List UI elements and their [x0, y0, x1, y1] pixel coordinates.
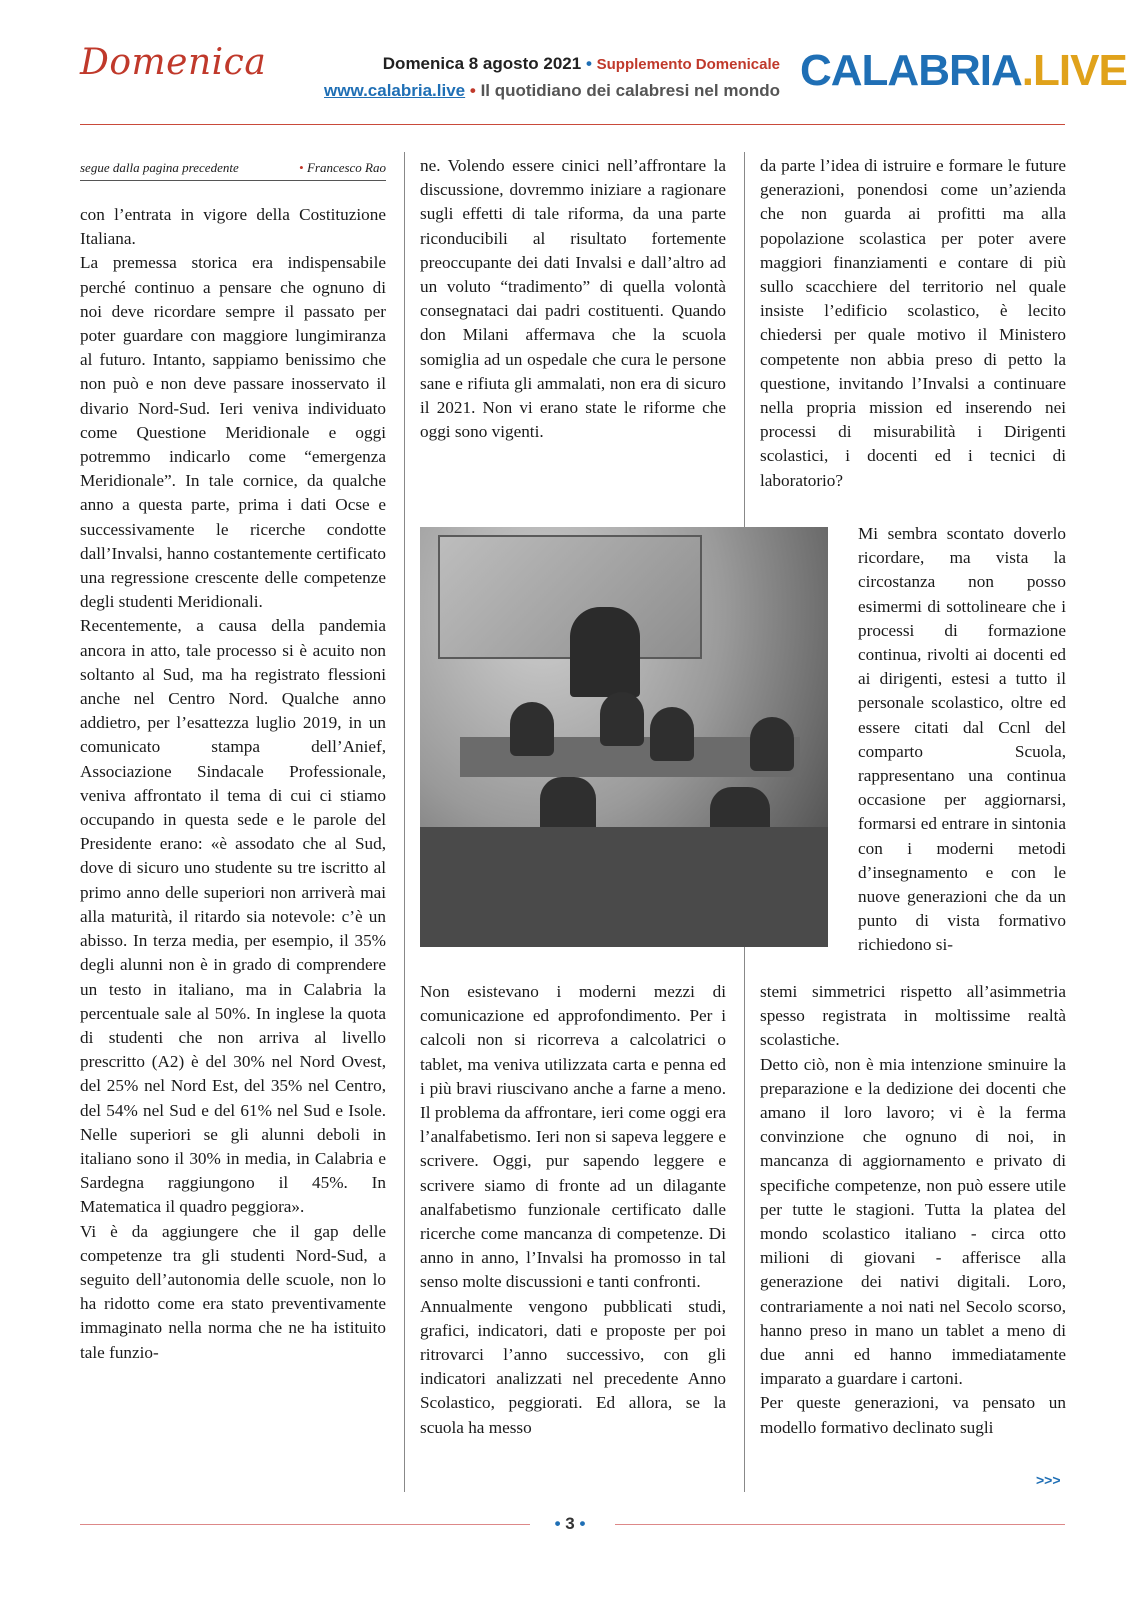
separator-dot: •: [585, 54, 597, 73]
continue-marker[interactable]: >>>: [1036, 1472, 1061, 1488]
paragraph: Detto ciò, non è mia intenzione sminuire la preparazione e la dedizione dei docenti che amano il loro lavoro; vi è la ferma convinzione che ognuno di noi, in mancanza di aggiornamento e privato di specifiche competenze, non può essere utile per tutte le stagioni. Tutta la platea del mondo scolastico italiano - circa otto milioni di giovani - afferisce alla generazione dei nativi digitali. Loro, contrariamente a noi nati nel Secolo scorso, hanno preso in mano un tablet a meno di due anni ed hanno immediatamente imparato a guardare i cartoni.: [760, 1054, 1066, 1389]
desk-row: [420, 827, 828, 947]
article-column-3-top: [760, 154, 1066, 493]
paragraph: Vi è da aggiungere che il gap delle competenze tra gli studenti Nord-Sud, a seguito dell’autonomia delle scuole, non lo ha ridotto come era stato preventivamente immaginato nella norma che ne ha istituito tale funzio-: [80, 1221, 386, 1362]
classroom-photo: [420, 527, 828, 947]
footer-rule: [80, 1524, 530, 1525]
paragraph: Recentemente, a causa della pandemia ancora in atto, tale processo si è acuito non soltanto al Sud, ma ha registrato flessioni anche nel Centro Nord. Qualche anno addietro, per l’esattezza luglio 2019, in un comunicato stampa dell’Anief, Associazione Sindacale Professionale, veniva affrontato il tema di cui ci stiamo occupando in questa sede e le parole del Presidente erano: «è assodato che al Sud, dove di sicuro uno studente su tre iscritto al primo anno delle superiori non arriverà mai alla maturità, il ritardo sia notevole: c’è un abisso. In terza media, per esempio, il 35% degli alunni non è in grado di comprendere un testo in italiano, ma in Calabria la percentuale sale al 50%. In inglese la quota di studenti che non arriva al livello prescritto (A2) è del 30% nel Nord Ovest, del 25% nel Nord Est, del 35% nel Centro, del 54% nel Sud e del 61% nel Sud e Isole. Nelle superiori se gli alunni deboli in italiano sono il 30% in media, in Calabria e Sardegna raggiungono il 45%. In Matematica il quadro peggiora».: [80, 616, 386, 1217]
article-column-1: [80, 203, 386, 1365]
article-column-3-bottom: [760, 980, 1066, 1440]
section-title: Domenica: [80, 42, 267, 83]
header-rule: [80, 124, 1065, 125]
paragraph: Annualmente vengono pubblicati studi, grafici, indicatori, dati e proposte per poi ritrovarci l’anno successivo, con gli indicatori analizzati nel precedente Anno Scolastico, peggiorati. Ed allora, se la scuola ha messo: [420, 1296, 726, 1437]
separator-dot: •: [469, 81, 481, 100]
column-divider: [404, 152, 405, 1492]
paragraph: con l’entrata in vigore della Costituzione Italiana.: [80, 205, 386, 249]
paragraph: da parte l’idea di istruire e formare le future generazioni, ponendosi come un’azienda che non guarda ai profitti ma alla popolazione scolastica per poter avere maggiori finanziamenti e contare di più sullo scacchiere del territorio nel quale insiste l’edificio scolastico, è lecito chiedersi per quale motivo il Ministero competente non abbia preso di petto la questione, invitando l’Invalsi a continuare nella propria mission ed inserendo nei processi di misurabilità i Dirigenti scolastici, i docenti ed i tecnici di laboratorio?: [760, 156, 1066, 490]
student-figure: [750, 717, 794, 771]
article-column-2-top: [420, 154, 726, 444]
paragraph: Mi sembra scontato doverlo ricordare, ma vista la circostanza non posso esimermi di sottolineare che i processi di formazione continua, rivolti ai docenti ed ai dirigenti, estesi a tutto il personale scolastico, oltre ed essere citati dal Ccnl del comparto Scuola, rappresentano una continua occasione per aggiornarsi, formarsi ed entrare in sintonia con i moderni metodi d’insegnamento e con le nuove generazioni che da un punto di vista formativo richiedono si-: [858, 524, 1066, 955]
tagline: Il quotidiano dei calabresi nel mondo: [480, 81, 780, 100]
masthead-info: [270, 54, 780, 101]
author: • Francesco Rao: [299, 160, 386, 175]
site-url-link[interactable]: www.calabria.live: [324, 81, 466, 100]
calabria-live-logo: CALABRIA.LIVE: [800, 46, 1127, 95]
student-figure: [600, 692, 644, 746]
footer-rule: [615, 1524, 1065, 1525]
paragraph: Per queste generazioni, va pensato un modello formativo declinato sugli: [760, 1393, 1066, 1437]
paragraph: Non esistevano i moderni mezzi di comunicazione ed approfondimento. Per i calcoli non si ricorreva a calcolatrici o tablet, ma veniva utilizzata carta e penna ed i più bravi riuscivano anche a farne a meno. Il problema da affrontare, ieri come oggi era l’analfabetismo. Ieri non si sapeva leggere e scrivere. Oggi, pur sapendo leggere e scrivere siamo di fronte ad un dilagante analfabetismo funzionale certificato dalle ricerche come mancanza di competenze. Di anno in anno, l’Invalsi ha promosso in tal senso molte discussioni e tanti confronti.: [420, 982, 726, 1292]
issue-date: Domenica 8 agosto 2021: [382, 54, 582, 73]
continued-note: segue dalla pagina precedente: [80, 160, 239, 175]
supplement-label: Supplemento Domenicale: [596, 56, 780, 73]
student-figure: [650, 707, 694, 761]
paragraph: La premessa storica era indispensabile perché continuo a pensare che ognuno di noi deve ricordare sempre il passato per poter guardare con maggiore lungimiranza al futuro. Intanto, sappiamo benissimo che non può e non deve passare inosservato il divario Nord-Sud. Ieri veniva individuato come Questione Meridionale e oggi potremmo indicarlo come “emergenza Meridionale”. In tale cornice, da qualche anno a questa parte, prima i dati Ocse e successivamente le ricerche condotte dall’Invalsi, hanno costantemente certificato una regressione crescente delle competenze degli studenti Meridionali.: [80, 253, 386, 612]
paragraph: stemi simmetrici rispetto all’asimmetria spesso registrata in moltissime realtà scolastiche.: [760, 982, 1066, 1050]
masthead: [0, 0, 1131, 130]
byline: [80, 160, 386, 181]
article-column-3-mid: [858, 522, 1066, 958]
article-column-2-bottom: [420, 980, 726, 1440]
teacher-figure: [570, 607, 640, 697]
paragraph: ne. Volendo essere cinici nell’affrontare la discussione, dovremmo iniziare a ragionare sugli effetti di tale riforma, da una parte riconducibili al risultato fortemente preoccupante dei dati Invalsi e dall’altro ad un voluto “tradimento” di quella volontà consegnataci dai padri costituenti. Quando don Milani affermava che la scuola somiglia ad un ospedale che cura le persone sane e rifiuta gli ammalati, non era di sicuro il 2021. Non vi erano state le riforme che oggi sono vigenti.: [420, 156, 726, 442]
student-figure: [510, 702, 554, 756]
page-number: • 3 •: [554, 1514, 586, 1533]
